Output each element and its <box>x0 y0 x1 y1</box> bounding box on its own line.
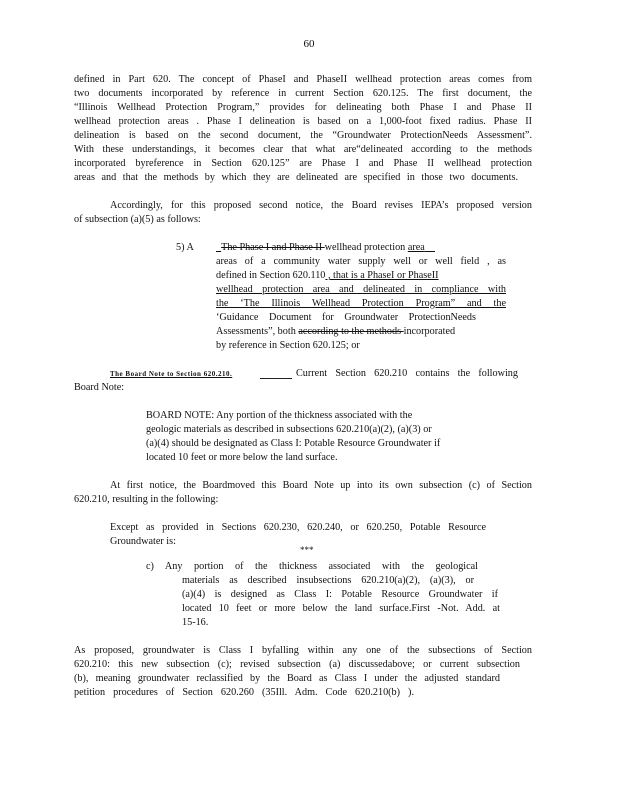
item-5-line-7-a: Assessments”, both <box>216 326 299 337</box>
item-c-line-5: 15-16. <box>182 617 209 628</box>
para4-line-2: 620.210: this new subsection (c); revised subsection (a) discussedabove; or current subsection <box>74 659 520 670</box>
item-c-line-3: (a)(4) is designed as Class I: Potable Resource Groundwater if <box>182 589 498 600</box>
para4-line-4: petition procedures of Section 620.260 (35Ill. Adm. Code 620.210(b) ). <box>74 687 414 698</box>
ellipsis-stars: *** <box>300 545 314 555</box>
item-5-line-5: the ‘The Illinois Wellhead Protection Program” and the <box>216 298 506 309</box>
item-c-line-1: c) Any portion of the thickness associated with the geological <box>146 561 478 572</box>
board-note-heading-small <box>110 368 232 380</box>
item-5-line-1-area: area <box>407 242 425 253</box>
para1-line-7: incorporated byreference in Section 620.125” are Phase I and Phase II wellhead protection <box>74 158 532 169</box>
para4-line-1: As proposed, groundwater is Class I byfalling within any one of the subsections of Section <box>74 645 532 656</box>
item-5-line-7-b: incorporated <box>403 326 456 337</box>
para1-line-1: defined in Part 620. The concept of PhaseI and PhaseII wellhead protection areas comes from <box>74 74 532 85</box>
item-5-label: 5) A <box>176 242 194 253</box>
para1-line-3: “Illinois Wellhead Protection Program,” provides for delineating both Phase I and Phase II <box>74 102 532 113</box>
item-c-line-2: materials as described insubsections 620.210(a)(2), (a)(3), or <box>182 575 474 586</box>
item-5-line-1 <box>216 242 435 254</box>
para1-line-4: wellhead protection areas . Phase I delineation is based on a 1,000-foot fixed radius. Phase II <box>74 116 532 127</box>
para2-line-1: Accordingly, for this proposed second notice, the Board revises IEPA’s proposed version <box>110 200 532 211</box>
item-5-struck-methods: according to the methods <box>298 326 404 337</box>
board-note-heading-cont: Board Note: <box>74 382 125 393</box>
item-5-line-7 <box>216 326 455 338</box>
item-5-line-8: by reference in Section 620.125; or <box>216 340 360 351</box>
except-line-2: Groundwater is: <box>110 536 176 547</box>
para3-line-1: At first notice, the Boardmoved this Board Note up into its own subsection (c) of Section <box>110 480 532 491</box>
heading-underline-extension <box>260 378 292 379</box>
item-5-line-3 <box>216 270 439 282</box>
item-5-struck-phase: The Phase I and Phase II <box>221 242 325 253</box>
board-note-line-1: BOARD NOTE: Any portion of the thickness associated with the <box>146 410 413 421</box>
para3-line-2: 620.210, resulting in the following: <box>74 494 219 505</box>
para1-line-6: With these understandings, it becomes clear that what are“delineated according to the methods <box>74 144 532 155</box>
para1-line-2: two documents incorporated by reference in current Section 620.125. The first document, the <box>74 88 532 99</box>
board-note-line-2: geologic materials as described in subsections 620.210(a)(2), (a)(3) or <box>146 424 432 435</box>
item-5-line-1-text: wellhead protection <box>324 242 408 253</box>
except-line-1: Except as provided in Sections 620.230, 620.240, or 620.250, Potable Resource <box>110 522 486 533</box>
page-number: 60 <box>303 38 315 50</box>
item-c-line-4: located 10 feet or more below the land surface.First -Not. Add. at <box>182 603 500 614</box>
item-5-line-3-b: , that is a PhaseI or PhaseII <box>325 270 439 281</box>
item-5-line-4: wellhead protection area and delineated in compliance with <box>216 284 506 295</box>
board-note-line-3: (a)(4) should be designated as Class I: Potable Resource Groundwater if <box>146 438 441 449</box>
board-note-heading-title: The Board Note to Section 620.210. <box>110 370 233 378</box>
board-note-heading-rest: Current Section 620.210 contains the following <box>296 368 518 379</box>
para1-line-5: delineation is based on the second document, the “Groundwater ProtectionNeeds Assessment”. <box>74 130 532 141</box>
item-5-line-3-a: defined in Section 620.110 <box>216 270 326 281</box>
item-5-line-6: ‘Guidance Document for Groundwater ProtectionNeeds <box>216 312 476 323</box>
para2-line-2: of subsection (a)(5) as follows: <box>74 214 201 225</box>
para1-line-8: areas and that the methods by which they are delineated are specified in those two documents. <box>74 172 518 183</box>
board-note-line-4: located 10 feet or more below the land surface. <box>146 452 338 463</box>
para4-line-3: (b), meaning groundwater reclassified by the Board as Class I under the adjusted standard <box>74 673 500 684</box>
item-5-line-2: areas of a community water supply well or well field , as <box>216 256 506 267</box>
